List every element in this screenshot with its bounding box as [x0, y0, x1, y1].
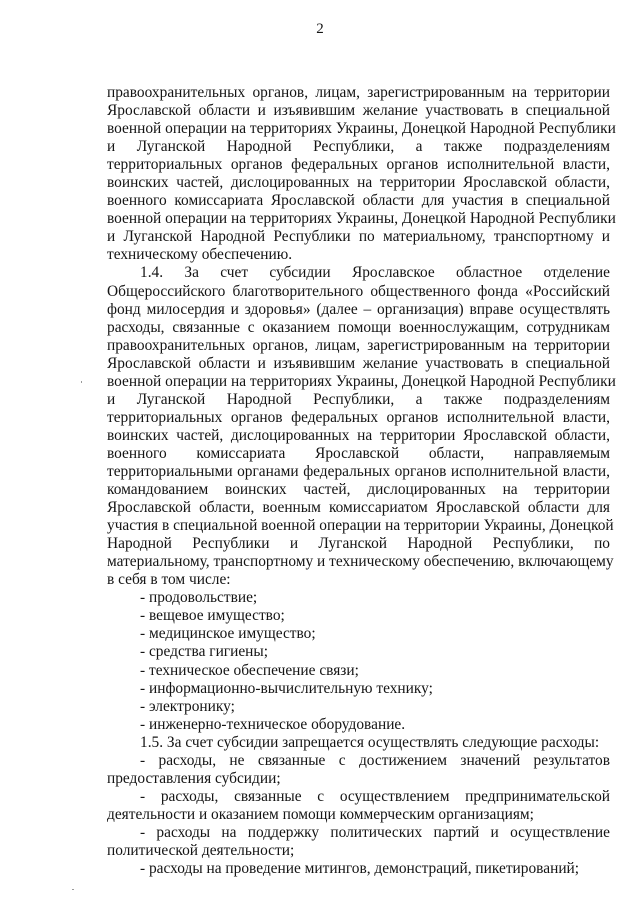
text-line: участия в специальной военной операции на территории Украины, Донецкой [107, 517, 614, 535]
text-line: военной операции на территориях Украины, Донецкой Народной Республики [107, 120, 616, 138]
text-line: правоохранительных органов, лицам, зарегистрированным на территории [107, 84, 610, 101]
text-line: 1.4. За счет субсидии Ярославское областное отделение [140, 264, 610, 282]
text-line: воинских частей, дислоцированных на территории Ярославской области, [107, 426, 610, 444]
text-line: Ярославской области, военным комиссариатом Ярославской области для [107, 499, 610, 517]
page-number: 2 [316, 21, 324, 37]
text-line: фонд милосердия и здоровья» (далее – организация) вправе осуществлять [107, 300, 610, 318]
text-line: и Луганской Народной Республики по материальному, транспортному и [107, 228, 610, 246]
text-line: - расходы на проведение митингов, демонстраций, пикетирований; [140, 860, 580, 878]
text-line: - расходы, связанные с осуществлением предпринимательской [140, 787, 610, 805]
list-item: - инженерно-техническое оборудование. [140, 715, 406, 733]
text-line: - расходы на поддержку политических партий и осуществление [140, 823, 610, 841]
list-item: - вещевое имущество; [140, 607, 285, 625]
list-item: - средства гигиены; [140, 643, 269, 661]
paragraph-continuation [107, 84, 616, 264]
text-line: территориальных органов федеральных органов исполнительной власти, [107, 408, 610, 426]
text-line: и Луганской Народной Республики, а также подразделениям [107, 390, 610, 408]
text-line: материальному, транспортному и техническому обеспечению, включающему [107, 553, 614, 571]
document-body [107, 84, 616, 878]
text-line: в себя в том числе: [107, 571, 231, 589]
text-line: воинских частей, дислоцированных на территории Ярославской области, [107, 174, 610, 192]
text-line: Народной Республики и Луганской Народной Республики, по [107, 535, 610, 553]
text-line: техническому обеспечению. [107, 246, 293, 264]
text-line: территориальных органов федеральных органов исполнительной власти, [107, 156, 610, 174]
list-item: - электронику; [140, 697, 235, 715]
scan-speck [72, 889, 74, 890]
text-line: расходы, связанные с оказанием помощи военнослужащим, сотрудникам [107, 318, 610, 336]
text-line: территориальными органами федеральных органов исполнительной власти, [107, 462, 610, 480]
text-line: деятельности и оказанием помощи коммерческим организациям; [107, 805, 534, 823]
list-item: - медицинское имущество; [140, 625, 316, 643]
supply-list [107, 589, 610, 733]
text-line: командованием воинских частей, дислоцированных на территории [107, 481, 610, 499]
text-line: политической деятельности; [107, 841, 295, 859]
paragraph-1-5 [107, 734, 610, 878]
text-line: военного комиссариата Ярославской области, направляемым [107, 444, 610, 462]
text-line: военной операции на территориях Украины, Донецкой Народной Республики [107, 210, 616, 228]
section-heading: 1.5. За счет субсидии запрещается осуществлять следующие расходы: [140, 733, 600, 751]
text-line: предоставления субсидии; [107, 769, 281, 787]
text-line: - расходы, не связанные с достижением значений результатов [140, 751, 610, 769]
text-line: правоохранительных органов, лицам, зарегистрированным на территории [107, 336, 610, 354]
list-item: - информационно-вычислительную технику; [140, 679, 433, 697]
text-line: военной операции на территориях Украины, Донецкой Народной Республики [107, 372, 616, 390]
scan-speck [81, 381, 82, 383]
text-line: Ярославской области и изъявившим желание участвовать в специальной [107, 354, 610, 372]
text-line: военного комиссариата Ярославской области для участия в специальной [107, 192, 610, 210]
paragraph-1-4 [107, 264, 616, 589]
list-item: - продовольствие; [140, 589, 258, 607]
list-item: - техническое обеспечение связи; [140, 661, 359, 679]
text-line: и Луганской Народной Республики, а также подразделениям [107, 138, 610, 156]
text-line: Ярославской области и изъявившим желание участвовать в специальной [107, 102, 610, 120]
text-line: Общероссийского благотворительного общественного фонда «Российский [107, 282, 610, 300]
